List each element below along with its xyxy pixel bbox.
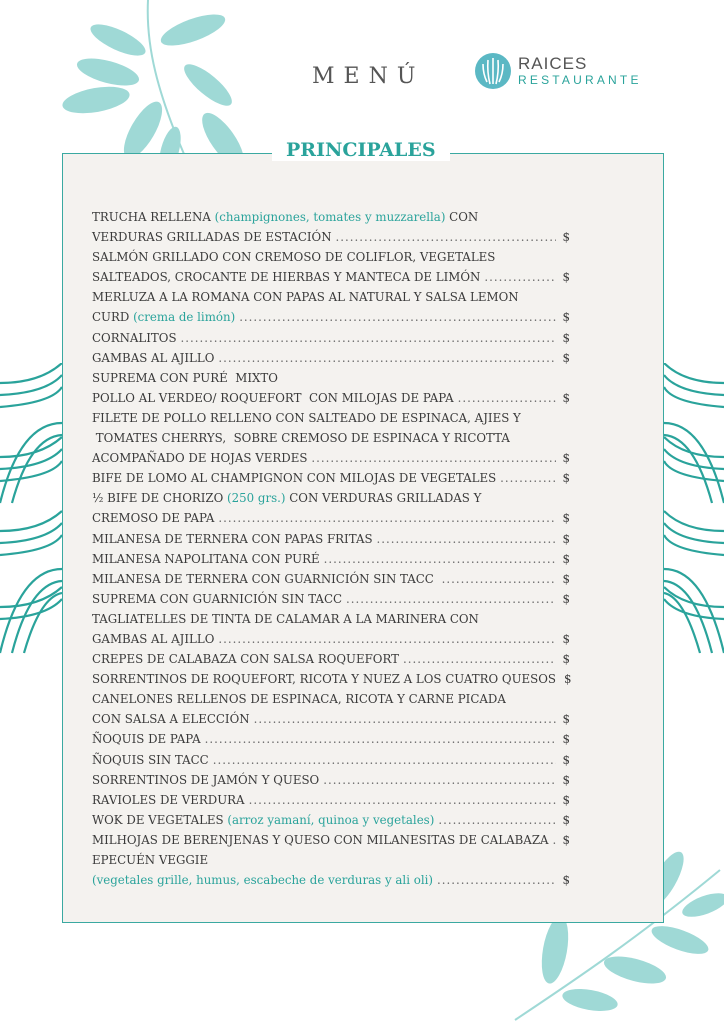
menu-item-text (92, 669, 556, 689)
menu-item-price: $ (562, 752, 570, 767)
section-title: PRINCIPALES (272, 139, 450, 161)
menu-item-price: $ (562, 330, 570, 345)
menu-item-line (92, 368, 570, 388)
menu-item-line (92, 408, 570, 428)
menu-item-name: CURD (92, 310, 134, 325)
menu-item-text (92, 770, 319, 790)
menu-item-name: ÑOQUIS DE PAPA (92, 732, 201, 747)
menu-item-line (92, 488, 570, 508)
menu-item-line (92, 448, 570, 468)
logo-name: RAICES (518, 54, 588, 73)
menu-item-price: $ (562, 652, 570, 667)
menu-item-line (92, 770, 570, 790)
menu-item-line (92, 529, 570, 549)
dot-leader (323, 770, 556, 790)
menu-item-price: $ (562, 451, 570, 466)
menu-item-name: TAGLIATELLES DE TINTA DE CALAMAR A LA MARINERA CON (92, 611, 479, 626)
menu-item-detail: (crema de limón) (133, 310, 236, 325)
menu-item-text (92, 589, 342, 609)
menu-item-line (92, 689, 570, 709)
menu-item-price: $ (562, 873, 570, 888)
dot-leader (403, 649, 556, 669)
menu-item-line (92, 830, 570, 850)
menu-item-text (92, 388, 454, 408)
dot-leader (438, 810, 556, 830)
menu-item-name: MERLUZA A LA ROMANA CON PAPAS AL NATURAL Y SALSA LEMON (92, 290, 519, 305)
menu-item-name: SORRENTINOS DE JAMÓN Y QUESO (92, 772, 320, 787)
menu-item-line (92, 589, 570, 609)
menu-item-text (92, 408, 521, 428)
menu-item-line (92, 328, 570, 348)
menu-item-text (92, 508, 214, 528)
menu-item-line (92, 207, 570, 227)
menu-item-list (92, 207, 570, 890)
menu-item-name: CREMOSO DE PAPA (92, 511, 215, 526)
menu-item-name: SORRENTINOS DE ROQUEFORT, RICOTA Y NUEZ A LOS CUATRO QUESOS (92, 672, 556, 687)
menu-item-line (92, 649, 570, 669)
menu-item-line (92, 629, 570, 649)
menu-item-price: $ (562, 732, 570, 747)
dot-leader (249, 790, 556, 810)
dot-leader (218, 508, 556, 528)
dot-leader (254, 709, 556, 729)
menu-item-text (92, 368, 278, 388)
menu-item-text (92, 328, 177, 348)
menu-item-name: ÑOQUIS SIN TACC (92, 752, 209, 767)
menu-item-text (92, 609, 479, 629)
menu-item-name: CANELONES RELLENOS DE ESPINACA, RICOTA Y CARNE PICADA (92, 692, 506, 707)
dot-leader (205, 729, 556, 749)
menu-item-name: EPECUÉN VEGGIE (92, 853, 209, 867)
menu-item-name: GAMBAS AL AJILLO (92, 350, 215, 365)
menu-item-text (92, 810, 434, 830)
menu-item-name: RAVIOLES DE VERDURA (92, 792, 245, 807)
dot-leader (218, 348, 556, 368)
menu-item-text (92, 549, 320, 569)
menu-item-line (92, 508, 570, 528)
pattern-strip-left (0, 363, 62, 659)
menu-item-text (92, 247, 495, 267)
menu-item-name: CREPES DE CALABAZA CON SALSA ROQUEFORT (92, 652, 400, 667)
menu-item-text (92, 227, 332, 247)
menu-item-name: SUPREMA CON GUARNICIÓN SIN TACC (92, 591, 342, 606)
menu-item-price: $ (562, 812, 570, 827)
menu-item-name: SALTEADOS, CROCANTE DE HIERBAS Y MANTECA DE LIMÓN (92, 270, 481, 285)
menu-item-text (92, 428, 510, 448)
menu-item-detail: (arroz yamaní, quinoa y vegetales) (227, 812, 435, 827)
menu-item-price: $ (562, 631, 570, 646)
menu-item-price: $ (562, 270, 570, 285)
menu-item-line (92, 709, 570, 729)
menu-item-name: MILANESA DE TERNERA CON PAPAS FRITAS (92, 531, 373, 546)
menu-item-price: $ (562, 511, 570, 526)
menu-item-line (92, 227, 570, 247)
menu-item-price: $ (562, 310, 570, 325)
menu-item-name: CON VERDURAS GRILLADAS Y (285, 491, 482, 506)
menu-item-name: MILHOJAS DE BERENJENAS Y QUESO CON MILANESITAS DE CALABAZA (92, 832, 549, 847)
dot-leader (181, 328, 556, 348)
dot-leader (324, 549, 556, 569)
menu-item-text (92, 529, 373, 549)
menu-item-name: TRUCHA RELLENA (92, 210, 215, 224)
menu-item-price: $ (562, 772, 570, 787)
menu-item-text (92, 729, 201, 749)
dot-leader (437, 870, 556, 890)
menu-item-text (92, 468, 496, 488)
menu-item-line (92, 750, 570, 770)
restaurant-logo (474, 52, 642, 90)
dot-leader (442, 569, 556, 589)
dot-leader (553, 830, 556, 850)
menu-item-text (92, 348, 214, 368)
menu-item-name: VERDURAS GRILLADAS DE ESTACIÓN (92, 230, 332, 245)
menu-item-price: $ (562, 230, 570, 245)
menu-item-text (92, 488, 481, 508)
dot-leader (484, 267, 556, 287)
menu-item-line (92, 307, 570, 327)
menu-item-price: $ (562, 551, 570, 566)
dot-leader (377, 529, 556, 549)
menu-item-line (92, 267, 570, 287)
dot-leader (346, 589, 556, 609)
menu-item-line (92, 850, 570, 870)
menu-item-name: BIFE DE LOMO AL CHAMPIGNON CON MILOJAS DE VEGETALES (92, 471, 497, 486)
menu-item-detail: (250 grs.) (227, 491, 286, 506)
menu-item-text (92, 709, 250, 729)
menu-item-text (92, 870, 433, 890)
menu-item-line (92, 348, 570, 368)
menu-item-text (92, 267, 480, 287)
menu-item-name: GAMBAS AL AJILLO (92, 631, 215, 646)
page-title: MENÚ (312, 64, 425, 89)
menu-item-price: $ (562, 531, 570, 546)
menu-item-text (92, 629, 214, 649)
menu-item-line (92, 790, 570, 810)
menu-item-text (92, 307, 235, 327)
menu-item-price: $ (562, 390, 570, 405)
menu-item-name: CORNALITOS (92, 330, 177, 345)
menu-item-name: MILANESA NAPOLITANA CON PURÉ (92, 551, 320, 566)
menu-item-text (92, 830, 549, 850)
menu-item-line (92, 428, 570, 448)
menu-item-price: $ (562, 792, 570, 807)
menu-item-line (92, 870, 570, 890)
menu-item-name: MILANESA DE TERNERA CON GUARNICIÓN SIN TACC (92, 571, 438, 586)
menu-item-text (92, 649, 399, 669)
menu-item-price: $ (562, 350, 570, 365)
menu-item-line (92, 569, 570, 589)
menu-item-text (92, 790, 245, 810)
logo-subtitle: RESTAURANTE (518, 73, 642, 87)
menu-item-line (92, 669, 570, 689)
menu-item-price: $ (562, 571, 570, 586)
menu-item-text (92, 850, 208, 870)
menu-item-line (92, 609, 570, 629)
menu-item-line (92, 549, 570, 569)
menu-item-name: TOMATES CHERRYS, SOBRE CREMOSO DE ESPINACA Y RICOTTA (92, 431, 510, 446)
menu-item-line (92, 468, 570, 488)
menu-item-name: SALMÓN GRILLADO CON CREMOSO DE COLIFLOR, VEGETALES (92, 250, 496, 265)
menu-item-line (92, 810, 570, 830)
dot-leader (213, 750, 556, 770)
dot-leader (458, 388, 556, 408)
menu-item-text (92, 689, 506, 709)
dot-leader (336, 227, 556, 247)
menu-item-line (92, 729, 570, 749)
raices-logo-icon (474, 52, 512, 90)
menu-item-detail: (vegetales grille, humus, escabeche de verduras y ali oli) (92, 873, 433, 888)
menu-item-text (92, 750, 209, 770)
dot-leader (311, 448, 556, 468)
dot-leader (218, 629, 556, 649)
menu-item-text (92, 569, 438, 589)
pattern-strip-right (664, 363, 724, 659)
dot-leader (239, 307, 556, 327)
menu-item-name: FILETE DE POLLO RELLENO CON SALTEADO DE ESPINACA, AJIES Y (92, 410, 521, 425)
menu-item-name: CON (445, 210, 479, 224)
menu-item-name: SUPREMA CON PURÉ MIXTO (92, 370, 278, 385)
menu-item-price: $ (562, 832, 570, 847)
menu-item-name: ½ BIFE DE CHORIZO (92, 491, 228, 506)
menu-item-name: WOK DE VEGETALES (92, 812, 228, 827)
menu-item-price: $ (563, 672, 572, 687)
menu-item-price: $ (562, 712, 570, 727)
menu-item-text (92, 448, 307, 468)
menu-item-detail: (champignones, tomates y muzzarella) (214, 210, 446, 224)
menu-item-name: POLLO AL VERDEO/ ROQUEFORT CON MILOJAS DE PAPA (92, 390, 454, 405)
dot-leader (500, 468, 556, 488)
menu-item-line (92, 388, 570, 408)
menu-item-name: ACOMPAÑADO DE HOJAS VERDES (92, 451, 308, 466)
menu-item-name: CON SALSA A ELECCIÓN (92, 712, 250, 727)
menu-item-line (92, 287, 570, 307)
menu-item-text (92, 207, 478, 227)
menu-item-price: $ (562, 471, 570, 486)
menu-item-price: $ (562, 591, 570, 606)
menu-item-line (92, 247, 570, 267)
menu-item-text (92, 287, 519, 307)
